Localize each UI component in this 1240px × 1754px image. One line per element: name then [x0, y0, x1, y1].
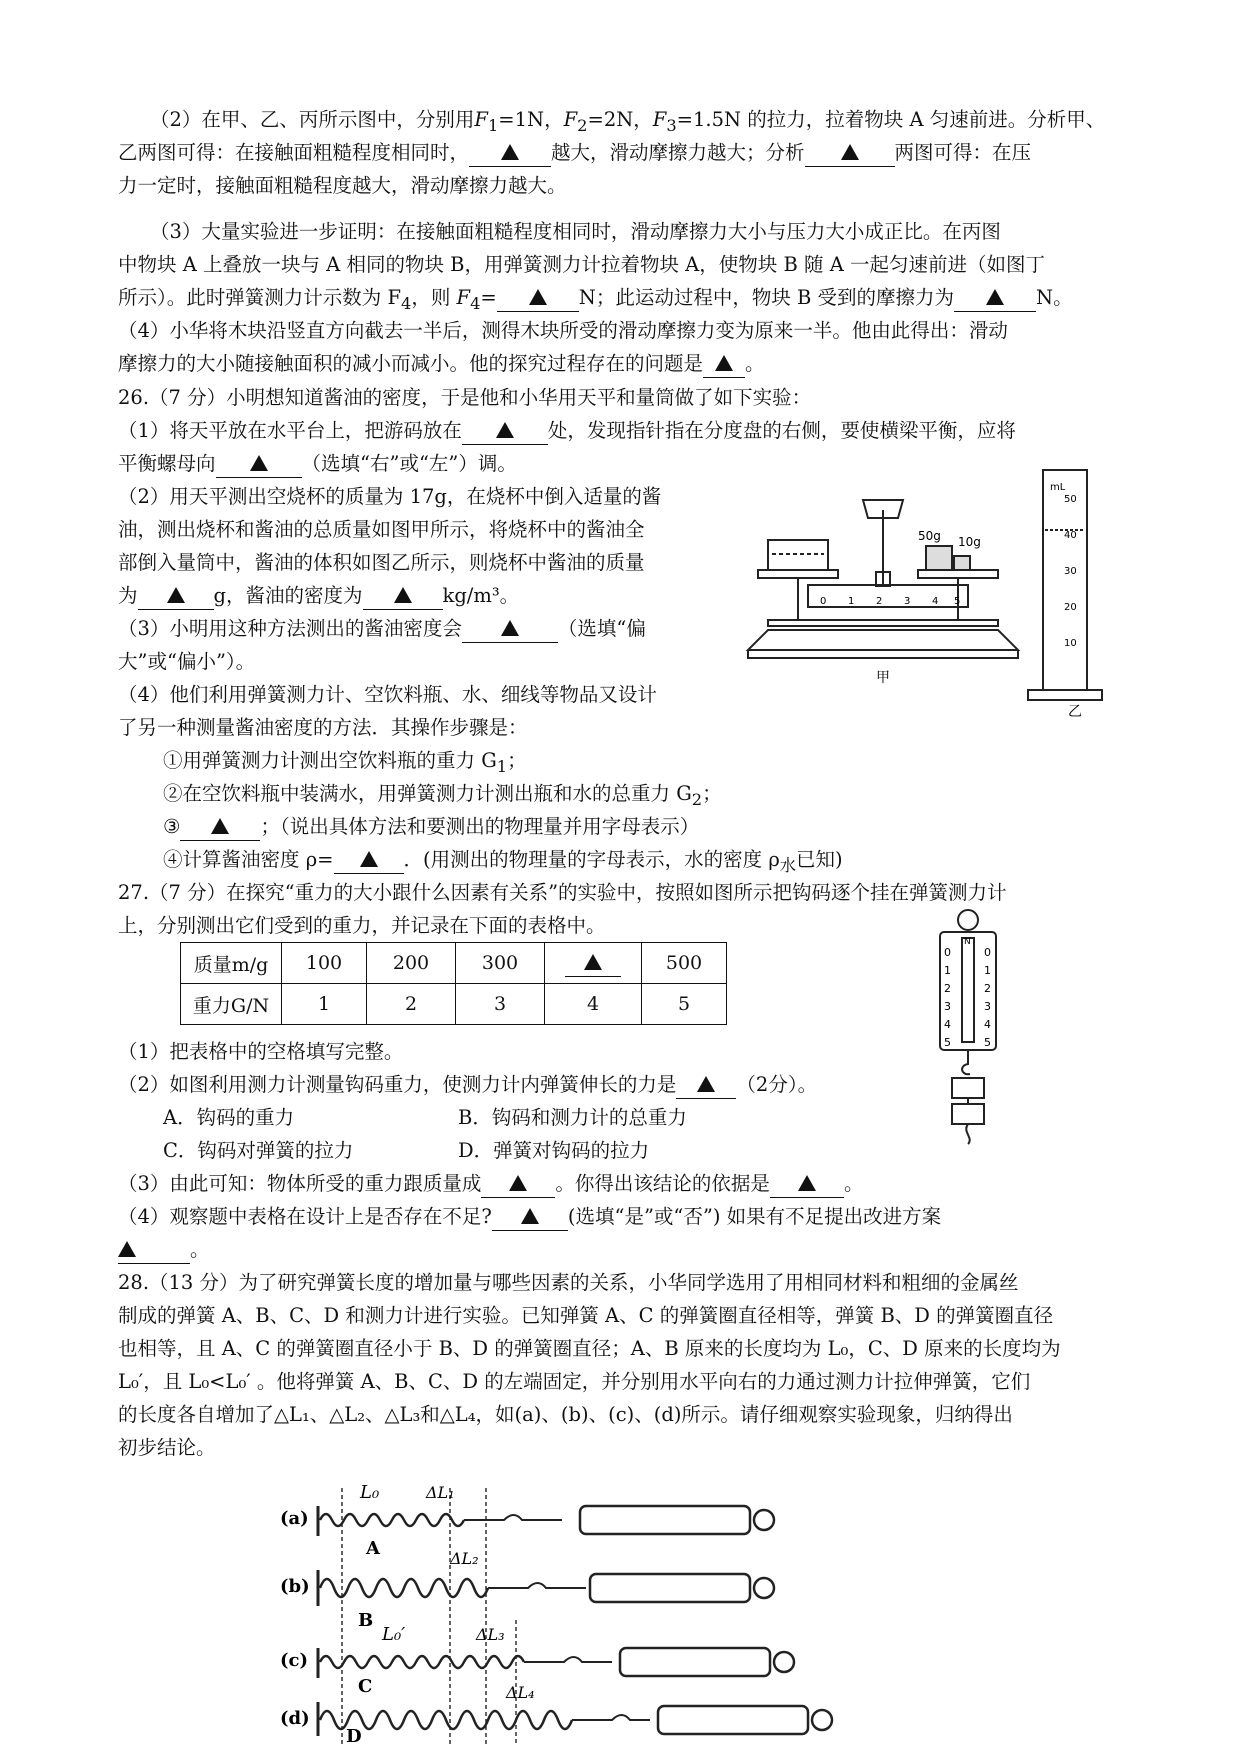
q26-step2: ②在空饮料瓶中装满水，用弹簧测力计测出瓶和水的总重力 $G_2$； — [163, 782, 722, 809]
svg-text:(a): (a) — [280, 1508, 309, 1529]
svg-text:C: C — [358, 1676, 373, 1697]
q25-p4-line2: 摩擦力的大小随接触面积的减小而减小。他的探究过程存在的问题是 。 — [118, 347, 1128, 380]
q25-p2-line3: 力一定时，接触面粗糙程度越大，滑动摩擦力越大。 — [118, 174, 567, 197]
triangle-icon — [360, 851, 378, 867]
q27-option-a[interactable]: A．钩码的重力 — [163, 1106, 295, 1129]
triangle-icon — [986, 289, 1004, 305]
weight-10g-label: 10g — [958, 535, 981, 549]
cylinder-tick: 30 — [1064, 566, 1077, 577]
spring-row-a — [280, 1482, 774, 1559]
svg-text:D: D — [346, 1726, 362, 1744]
q26-p3-line1: （3）小明用这种方法测出的酱油密度会 （选填“偏 — [118, 612, 718, 645]
answer-blank[interactable] — [676, 1072, 736, 1099]
svg-text:1: 1 — [984, 964, 991, 977]
svg-text:4: 4 — [944, 1018, 951, 1031]
q26-p4-line2: 了另一种测量酱油密度的方法．其操作步骤是： — [118, 716, 528, 739]
table-cell: 200 — [367, 943, 456, 984]
q28-line3: 也相等，且 A、C 的弹簧圈直径小于 B、D 的弹簧圈直径；A、B 原来的长度均为 L₀，C、D 原来的长度均为 — [118, 1337, 1061, 1360]
table-cell: 300 — [456, 943, 545, 984]
table-row-label: 质量m/g — [181, 943, 282, 984]
ruler-tick: 5 — [954, 596, 961, 607]
answer-blank[interactable] — [334, 847, 404, 874]
q27-p4-line1: （4）观察题中表格在设计上是否存在不足? (选填“是”或“否”) 如果有不足提出改进方案 — [118, 1200, 1128, 1233]
triangle-icon — [715, 355, 733, 371]
q26-p2-line3: 部倒入量筒中，酱油的体积如图乙所示，则烧杯中酱油的质量 — [118, 551, 645, 574]
table-cell: 5 — [642, 984, 727, 1025]
cylinder-tick: 10 — [1064, 638, 1077, 649]
cylinder-tick: 20 — [1064, 602, 1077, 613]
ruler-ticks — [820, 596, 960, 607]
table-cell: 4 — [545, 984, 642, 1025]
force-meter-icon — [580, 1506, 750, 1534]
table-row — [181, 943, 727, 984]
q25-p3-line2: 中物块 A 上叠放一块与 A 相同的物块 B，用弹簧测力计拉着物块 A，使物块 B 随 A 一起匀速前进（如图丁 — [118, 253, 1045, 276]
svg-text:2: 2 — [984, 982, 991, 995]
svg-text:5: 5 — [984, 1036, 991, 1049]
answer-blank[interactable] — [770, 1171, 844, 1198]
q27-p1: （1）把表格中的空格填写完整。 — [118, 1040, 404, 1063]
ruler-tick: 3 — [904, 596, 911, 607]
q27-head-line1: 27.（7 分）在探究“重力的大小跟什么因素有关系”的实验中，按照如图所示把钩码逐个挂在弹簧测力计 — [118, 881, 1007, 904]
svg-text:4: 4 — [984, 1018, 991, 1031]
q26-p3-line2: 大”或“偏小”）。 — [118, 650, 256, 673]
table-cell-blank[interactable] — [545, 943, 642, 984]
q25-p2-line1: （2）在甲、乙、丙所示图中，分别用$F_1=1N$，$F_2=2N$，$F_3=1.5N$ 的拉力，拉着物块 A 匀速前进。分析甲、 — [150, 108, 1106, 135]
svg-text:0: 0 — [944, 946, 951, 959]
cylinder-tick: 50 — [1064, 494, 1077, 505]
q26-p1-line1: （1）将天平放在水平台上，把游码放在 处，发现指针指在分度盘的右侧，要使横梁平衡，应将 — [118, 414, 1128, 447]
triangle-icon — [841, 144, 859, 160]
q26-p4-line1: （4）他们利用弹簧测力计、空饮料瓶、水、细线等物品又设计 — [118, 683, 657, 706]
q28-line4: L₀′，且 L₀<L₀′ 。他将弹簧 A、B、C、D 的左端固定，并分别用水平向右的力通过测力计拉伸弹簧，它们 — [118, 1370, 1031, 1393]
answer-blank[interactable] — [565, 950, 621, 977]
table-cell: 100 — [282, 943, 367, 984]
scale-ticks-right — [984, 946, 991, 1049]
triangle-icon — [118, 1241, 136, 1257]
balance-cylinder-figure — [728, 460, 1118, 720]
weight-50g-label: 50g — [918, 529, 941, 543]
svg-text:0: 0 — [984, 946, 991, 959]
q25-p4-line1: （4）小华将木块沿竖直方向截去一半后，测得木块所受的滑动摩擦力变为原来一半。他由此得出：滑动 — [118, 319, 1008, 342]
figure-yi-label: 乙 — [1068, 704, 1082, 720]
answer-blank[interactable] — [481, 1171, 555, 1198]
triangle-icon — [501, 620, 519, 636]
triangle-icon — [529, 289, 547, 305]
scale-unit: N — [964, 937, 971, 947]
triangle-icon — [496, 422, 514, 438]
q26-p2-line4: 为 g，酱油的密度为 kg/m³。 — [118, 579, 718, 612]
svg-text:(d): (d) — [280, 1708, 310, 1729]
svg-text:ΔL₁: ΔL₁ — [426, 1483, 455, 1502]
spring-b-icon — [320, 1579, 488, 1597]
cylinder-unit: mL — [1050, 482, 1066, 493]
force-meter-icon — [658, 1706, 808, 1734]
figure-jia-label: 甲 — [876, 670, 890, 686]
svg-text:3: 3 — [984, 1000, 991, 1013]
svg-text:A: A — [366, 1538, 380, 1559]
triangle-icon — [250, 455, 268, 471]
answer-blank[interactable] — [138, 583, 214, 610]
q26-step3: ③ ；（说出具体方法和要测出的物理量并用字母表示） — [163, 810, 1173, 843]
answer-blank[interactable] — [462, 616, 558, 643]
table-row-label: 重力G/N — [181, 984, 282, 1025]
q28-line2: 制成的弹簧 A、B、C、D 和测力计进行实验。已知弹簧 A、C 的弹簧圈直径相等，弹簧 B、D 的弹簧圈直径 — [118, 1304, 1054, 1327]
svg-text:B: B — [358, 1610, 374, 1631]
spring-c-icon — [320, 1656, 524, 1668]
q27-head-line2: 上，分别测出它们受到的重力，并记录在下面的表格中。 — [118, 914, 606, 937]
ruler-tick: 4 — [932, 596, 939, 607]
answer-blank[interactable] — [703, 351, 745, 378]
svg-text:ΔL₄: ΔL₄ — [506, 1683, 535, 1702]
svg-text:1: 1 — [944, 964, 951, 977]
triangle-icon — [509, 1175, 527, 1191]
triangle-icon — [798, 1175, 816, 1191]
springs-figure — [280, 1470, 920, 1744]
triangle-icon — [697, 1076, 715, 1092]
answer-blank[interactable] — [216, 451, 302, 478]
q26-step1: ①用弹簧测力计测出空饮料瓶的重力 $G_1$； — [163, 749, 527, 776]
cylinder-tick: 40 — [1064, 530, 1077, 541]
svg-text:2: 2 — [944, 982, 951, 995]
answer-blank[interactable] — [180, 814, 260, 841]
table-cell: 1 — [282, 984, 367, 1025]
triangle-icon — [584, 954, 602, 970]
answer-blank[interactable] — [954, 285, 1036, 312]
answer-blank[interactable] — [492, 1204, 568, 1231]
table-cell: 2 — [367, 984, 456, 1025]
q26-p1-line2: 平衡螺母向 （选填“右”或“左”）调。 — [118, 447, 1128, 480]
q28-line5: 的长度各自增加了△L₁、△L₂、△L₃和△L₄，如(a)、(b)、(c)、(d)所示。请仔细观察实验现象，归纳得出 — [118, 1403, 1013, 1426]
svg-text:3: 3 — [944, 1000, 951, 1013]
svg-text:(b): (b) — [280, 1576, 310, 1597]
triangle-icon — [521, 1208, 539, 1224]
answer-blank[interactable] — [805, 140, 895, 167]
q26-p2-line2: 油，测出烧杯和酱油的总质量如图甲所示，将烧杯中的酱油全 — [118, 518, 645, 541]
q26-step4: ④计算酱油密度 ρ= ．(用测出的物理量的字母表示，水的密度 $\rho_水$已知) — [163, 848, 843, 875]
ruler-tick: 2 — [876, 596, 883, 607]
answer-blank[interactable] — [363, 583, 443, 610]
spring-row-b — [280, 1549, 774, 1631]
q28-line1: 28.（13 分）为了研究弹簧长度的增加量与哪些因素的关系，小华同学选用了用相同材料和粗细的金属丝 — [118, 1271, 1019, 1294]
triangle-icon — [167, 587, 185, 603]
q27-option-d[interactable]: D．弹簧对钩码的拉力 — [458, 1139, 650, 1162]
answer-blank[interactable] — [462, 418, 548, 445]
balance-icon — [748, 500, 1018, 658]
q27-p2: （2）如图利用测力计测量钩码重力，使测力计内弹簧伸长的力是 （2分）。 — [118, 1068, 1128, 1101]
svg-text:(c): (c) — [280, 1650, 308, 1671]
force-meter-icon — [620, 1648, 770, 1676]
q27-option-b[interactable]: B．钩码和测力计的总重力 — [458, 1106, 687, 1129]
table-row — [181, 984, 727, 1025]
spring-row-c — [280, 1624, 794, 1697]
svg-text:L₀: L₀ — [360, 1482, 380, 1503]
q28-line6: 初步结论。 — [118, 1436, 216, 1459]
svg-text:ΔL₃: ΔL₃ — [476, 1625, 505, 1644]
table-cell: 500 — [642, 943, 727, 984]
table-cell: 3 — [456, 984, 545, 1025]
answer-blank[interactable] — [469, 140, 551, 167]
q25-p3-line3: 所示）。此时弹簧测力计示数为 $F_4$，则 $F_4= N$；此运动过程中，物块 B 受到的摩擦力为 N。 — [118, 286, 1073, 313]
q27-option-c[interactable]: C．钩码对弹簧的拉力 — [163, 1139, 354, 1162]
q27-p3: （3）由此可知：物体所受的重力跟质量成 。你得出该结论的依据是 。 — [118, 1167, 1128, 1200]
q26-head: 26.（7 分）小明想知道酱油的密度，于是他和小华用天平和量筒做了如下实验： — [118, 386, 812, 409]
svg-text:ΔL₂: ΔL₂ — [450, 1549, 479, 1568]
q25-p2-line2: 乙两图可得：在接触面粗糙程度相同时， 越大，滑动摩擦力越大；分析 两图可得：在压 — [118, 136, 1128, 169]
ruler-tick: 0 — [820, 596, 827, 607]
svg-text:L₀′: L₀′ — [382, 1624, 406, 1645]
triangle-icon — [211, 818, 229, 834]
scale-ticks-left — [944, 946, 951, 1049]
triangle-icon — [394, 587, 412, 603]
answer-blank[interactable] — [118, 1237, 190, 1264]
answer-blank[interactable] — [497, 285, 579, 312]
mass-weight-table — [180, 942, 727, 1025]
triangle-icon — [501, 144, 519, 160]
q27-p4-line2: 。 — [118, 1233, 1128, 1266]
q25-p3-line1: （3）大量实验进一步证明：在接触面粗糙程度相同时，滑动摩擦力大小与压力大小成正比。在丙图 — [150, 220, 1001, 243]
svg-text:5: 5 — [944, 1036, 951, 1049]
q26-p2-line1: （2）用天平测出空烧杯的质量为 17g，在烧杯中倒入适量的酱 — [118, 485, 662, 508]
ruler-tick: 1 — [848, 596, 855, 607]
force-meter-icon — [590, 1574, 750, 1602]
